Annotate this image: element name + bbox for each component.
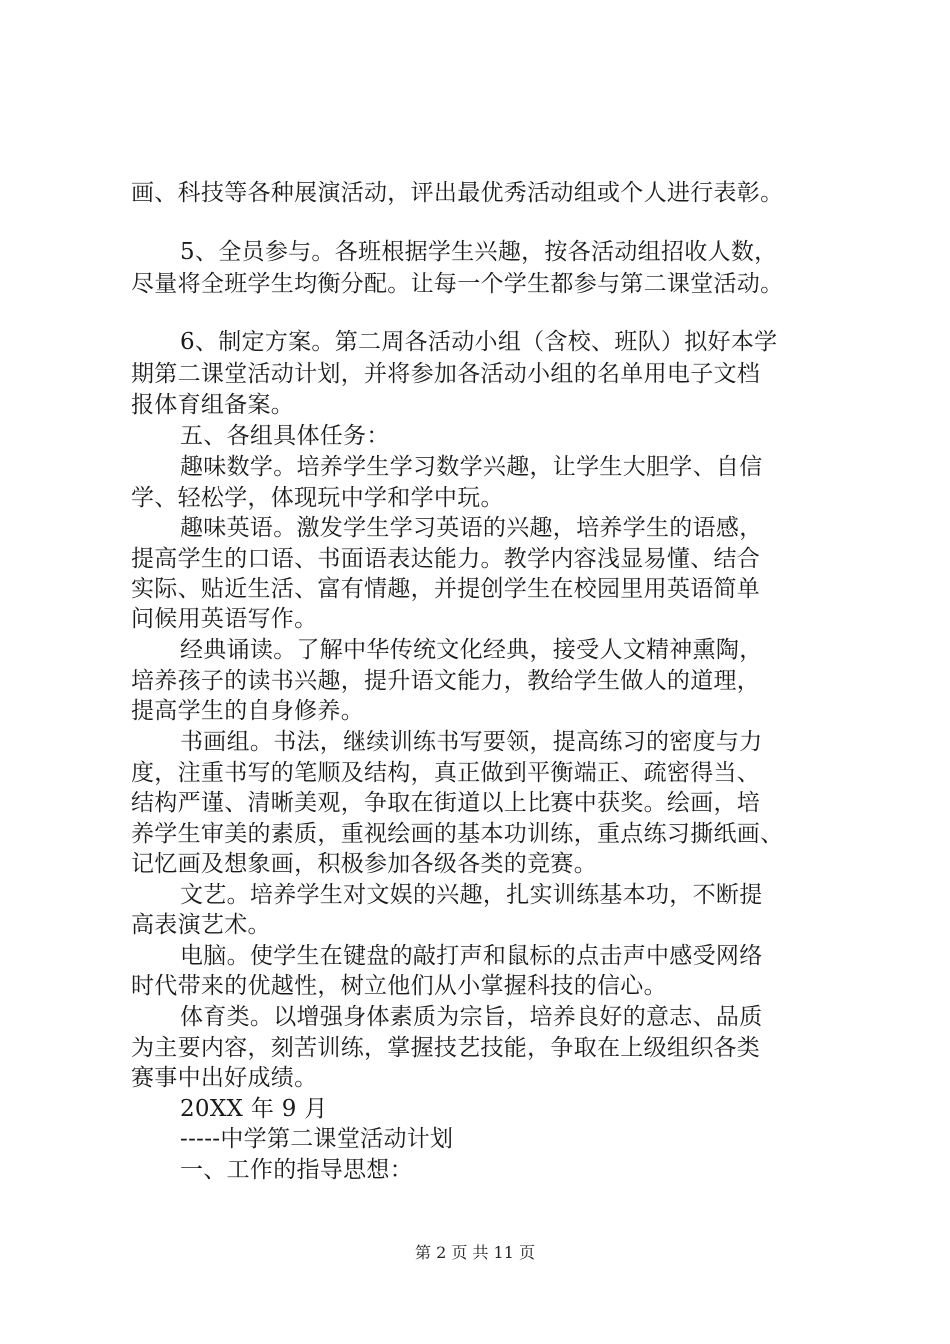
body-line: 高表演艺术。 — [131, 912, 271, 938]
body-line: 趣味英语。激发学生学习英语的兴趣，培养学生的语感， — [180, 515, 763, 541]
body-line: 经典诵读。了解中华传统文化经典，接受人文精神熏陶， — [180, 637, 763, 663]
body-line: 问候用英语写作。 — [131, 606, 318, 632]
section-heading: 五、各组具体任务： — [180, 423, 390, 449]
body-line: 画、科技等各种展演活动，评出最优秀活动组或个人进行表彰。 — [131, 180, 784, 206]
body-line: 结构严谨、清晰美观，争取在街道以上比赛中获奖。绘画，培 — [131, 790, 761, 816]
body-line: 提高学生的自身修养。 — [131, 698, 364, 724]
document-title: -----中学第二课堂活动计划 — [180, 1126, 454, 1152]
date-line: 20XX 年 9 月 — [180, 1096, 328, 1122]
body-line: 期第二课堂活动计划，并将参加各活动小组的名单用电子文档 — [131, 361, 761, 387]
body-line: 6、制定方案。第二周各活动小组（含校、班队）拟好本学 — [180, 329, 778, 355]
body-line: 养学生审美的素质，重视绘画的基本功训练，重点练习撕纸画、 — [131, 821, 784, 847]
body-line: 5、全员参与。各班根据学生兴趣，按各活动组招收人数， — [180, 239, 778, 265]
body-line: 报体育组备案。 — [131, 392, 295, 418]
body-line: 提高学生的口语、书面语表达能力。教学内容浅显易懂、结合 — [131, 546, 761, 572]
body-line: 电脑。使学生在键盘的敲打声和鼠标的点击声中感受网络 — [180, 943, 763, 969]
body-line: 学、轻松学，体现玩中学和学中玩。 — [131, 485, 504, 511]
body-line: 培养孩子的读书兴趣，提升语文能力，教给学生做人的道理， — [131, 668, 761, 694]
body-line: 趣味数学。培养学生学习数学兴趣，让学生大胆学、自信 — [180, 454, 763, 480]
section-heading: 一、工作的指导思想： — [180, 1157, 413, 1183]
page-number: 第 2 页 共 11 页 — [415, 1243, 535, 1262]
body-line: 为主要内容，刻苦训练，掌握技艺技能，争取在上级组织各类 — [131, 1035, 761, 1061]
body-line: 实际、贴近生活、富有情趣，并提创学生在校园里用英语简单 — [131, 576, 761, 602]
body-line: 体育类。以增强身体素质为宗旨，培养良好的意志、品质 — [180, 1004, 763, 1030]
body-line: 文艺。培养学生对文娱的兴趣，扎实训练基本功，不断提 — [180, 882, 763, 908]
body-line: 书画组。书法，继续训练书写要领，提高练习的密度与力 — [180, 729, 763, 755]
body-line: 记忆画及想象画，积极参加各级各类的竞赛。 — [131, 851, 597, 877]
body-line: 度，注重书写的笔顺及结构，真正做到平衡端正、疏密得当、 — [131, 760, 761, 786]
body-line: 时代带来的优越性，树立他们从小掌握科技的信心。 — [131, 973, 667, 999]
body-line: 尽量将全班学生均衡分配。让每一个学生都参与第二课堂活动。 — [131, 271, 784, 297]
body-line: 赛事中出好成绩。 — [131, 1065, 318, 1091]
